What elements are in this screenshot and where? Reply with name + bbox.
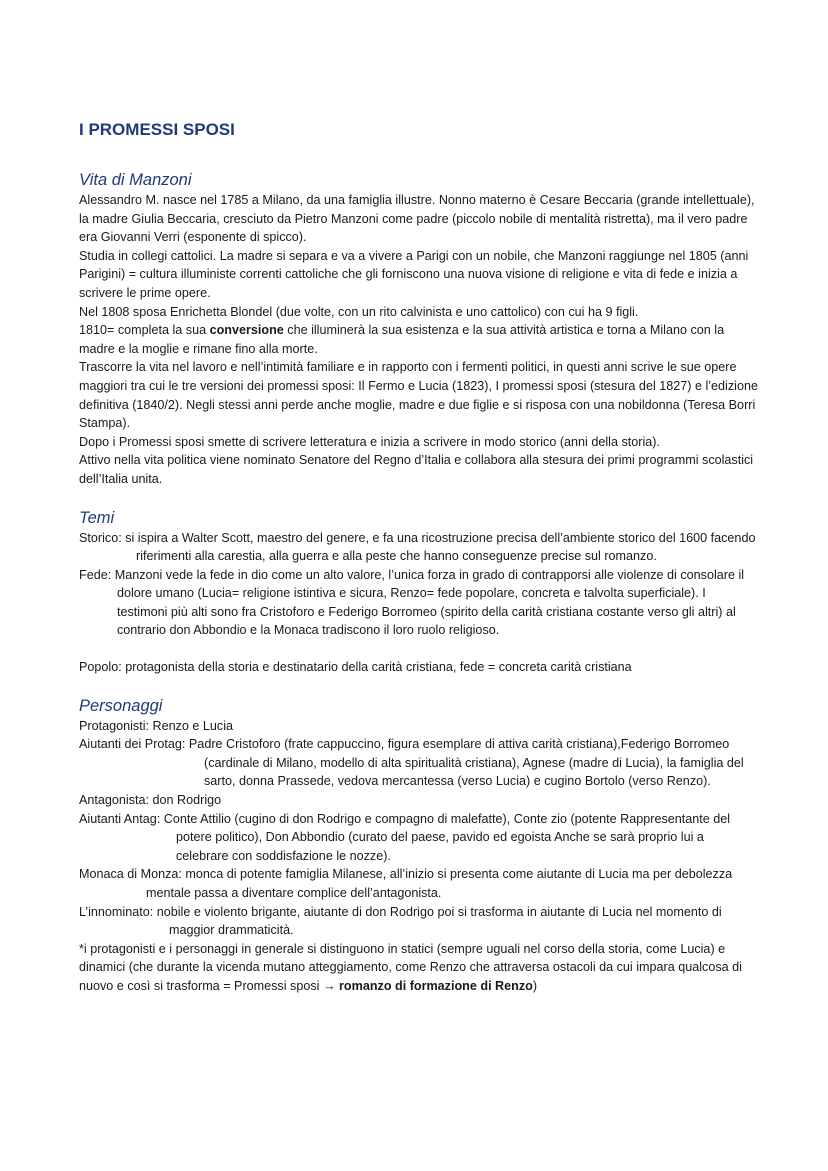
- personaggi-antagonista: Antagonista: don Rodrigo: [79, 793, 222, 808]
- personaggi-monaca: Monaca di Monza: monca di potente famiglia Milanese, all’inizio si presenta come aiutante di Lucia ma per debolezza mentale passa a diventare complice dell’antagonista.: [79, 867, 733, 900]
- vita-paragraph: Trascorre la vita nel lavoro e nell’intimità familiare e in rapporto con i fermenti politici, in questi anni scrive le sue opere maggiori tra cui le tre versioni dei promessi sposi: Il Fermo e Lucia (1823), I promessi sposi (stesura del 1827) e l’edizione definitiva (1840/2). Negli stessi anni perde anche moglie, madre e due figlie e si risposa con una nobildonna (Teresa Borri Stampa).: [79, 360, 758, 431]
- vita-paragraph: Nel 1808 sposa Enrichetta Blondel (due volte, con un rito calvinista e uno cattolico) con cui ha 9 figli.: [79, 304, 639, 319]
- personaggi-aiutanti-antag: Aiutanti Antag: Conte Attilio (cugino di don Rodrigo e compagno di malefatte), Conte zio (potente Rappresentante del potere politico), Don Abbondio (curato del paese, pavido ed egoista Anche se sarà proprio lui a celebrare con soddisfazione le nozze).: [79, 811, 731, 863]
- tema-fede: Fede: Manzoni vede la fede in dio come un alto valore, l’unica forza in grado di contrapporsi alle violenze di consolare il dolore umano (Lucia= religione istintiva e sicura, Renzo= fede popolare, concreta e talvolta superficiale). I testimoni più alti sono fra Cristoforo e Federigo Borromeo (spirito della carità cristiana costante verso gli altri) al contrario don Abbondio e la Monaca tradiscono il loro ruolo religioso.: [79, 567, 745, 638]
- text-run: *i protagonisti e i personaggi in generale si distinguono in statici (sempre uguali nel corso della storia, come Lucia) e dinamici (che durante la vicenda mutano atteggiamento, come Renzo che attraversa ostacoli da cui impara qualcosa di nuovo e così si trasforma = Promessi sposi: [79, 941, 742, 993]
- arrow-right-icon: →: [322, 978, 336, 993]
- vita-paragraph: Alessandro M. nasce nel 1785 a Milano, da una famiglia illustre. Nonno materno è Cesare Beccaria (grande intellettuale), la madre Giulia Beccaria, cresciuto da Pietro Manzoni come padre (piccolo nobile di mentalità ristretta), ma il vero padre era Giovanni Verri (esponente di spicco).: [79, 193, 755, 245]
- personaggi-protagonisti: Protagonisti: Renzo e Lucia: [79, 718, 234, 733]
- bold-term: romanzo di formazione di Renzo: [335, 978, 533, 993]
- text-run: ): [532, 978, 538, 993]
- text-run: 1810= completa la sua: [79, 323, 210, 338]
- vita-paragraph: Studia in collegi cattolici. La madre si separa e va a vivere a Parigi con un nobile, che Manzoni raggiunge nel 1805 (anni Parigini) = cultura illuministe correnti cattoliche che gli forniscono una nuova visione di religione e vita di fede e inizia a scrivere le prime opere.: [79, 248, 749, 300]
- heading-personaggi: Personaggi: [79, 696, 163, 715]
- text-run: che illuminerà la sua esistenza e la sua attività artistica e torna a Milano con la madre e la moglie e rimane fino alla morte.: [79, 323, 725, 356]
- heading-vita: Vita di Manzoni: [79, 171, 192, 189]
- vita-paragraph: Attivo nella vita politica viene nominato Senatore del Regno d’Italia e collabora alla stesura dei primi programmi scolastici dell’Italia unita.: [79, 453, 754, 486]
- heading-temi: Temi: [79, 508, 115, 527]
- personaggi-note: [79, 940, 759, 996]
- vita-paragraph: Dopo i Promessi sposi smette di scrivere letteratura e inizia a scrivere in modo storico (anni della storia).: [79, 434, 660, 449]
- tema-popolo: Popolo: protagonista della storia e destinatario della carità cristiana, fede = concreta carità cristiana: [79, 660, 632, 675]
- tema-storico: Storico: si ispira a Walter Scott, maestro del genere, e fa una ricostruzione precisa dell’ambiente storico del 1600 facendo riferimenti alla carestia, alla guerra e alla peste che hanno conseguenze precise sul romanzo.: [79, 530, 756, 564]
- personaggi-innominato: L’innominato: nobile e violento brigante, aiutante di don Rodrigo poi si trasforma in aiutante di Lucia nel momento di maggior drammaticità.: [79, 904, 722, 938]
- personaggi-aiutanti-protag: Aiutanti dei Protag: Padre Cristoforo (frate cappuccino, figura esemplare di attiva carità cristiana),Federigo Borromeo (cardinale di Milano, modello di alta spiritualità cristiana), Agnese (madre di Lucia), la famiglia del sarto, donna Prassede, vedova mercantessa (verso Lucia) e cugino Bortolo (verso Renzo).: [79, 737, 744, 789]
- vita-paragraph: [79, 321, 759, 358]
- page-title: I PROMESSI SPOSI: [79, 120, 235, 139]
- document-content: [79, 118, 759, 996]
- bold-term: conversione: [209, 323, 284, 338]
